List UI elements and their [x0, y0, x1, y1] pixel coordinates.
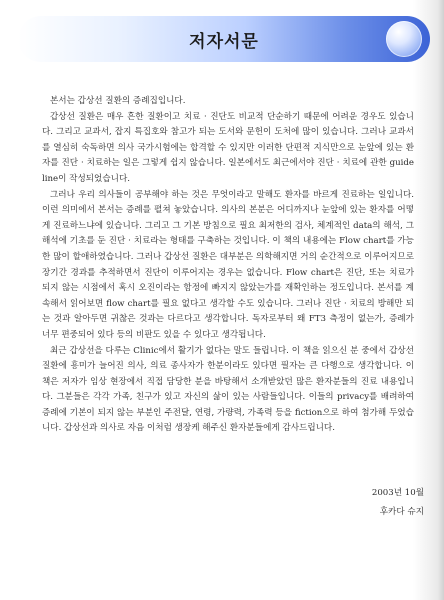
- page-title: 저자서문: [189, 31, 259, 52]
- page-edge-shadow: [438, 0, 444, 600]
- paragraph-acknowledgement: 최근 갑상선을 다루는 Clinic에서 활기가 없다는 말도 들립니다. 이 책을 읽으신 분 중에서 갑상선 질환에 흥미가 늘어진 의사, 의료 종사자가 한분이라도 있다면 필자는 큰 다행으로 생각합니다. 이 책은 저자가 임상 현장에서 직접 담당한 분을 바탕해서 소개받았던 많은 환자분들의 진료 내용입니다. 그분들은 각각 가족, 친구가 있고 자신의 삶이 있는 사람들입니다. 이들의 privacy를 배려하여 증례에 기본이 되지 않는 부분인 주전달, 연령, 가량력, 가족력 등을 fiction으로 하여 첨가해 두었습니다. 갑상선과 의사로 자음 이처럼 생장케 해주신 환자분들에게 감사드립니다.: [42, 345, 414, 434]
- paragraph-intro: 본서는 갑상선 질환의 증례집입니다.: [50, 96, 186, 106]
- paragraph-thyroid-overview: 갑상선 질환은 매우 흔한 질환이고 치료 · 진단도 비교적 단순하기 때문에 어려운 경우도 있습니다. 그리고 교과서, 잡지 특집호와 참고가 되는 도서와 문헌이 도처에 많이 있습니다. 그러나 교과서를 열심히 숙독하면 의사 국가시험에는 합격할 수 있지만 이러한 단편적 지식만으로 눈앞에 있는 환자를 진단 · 치료하는 일은 그렇게 쉽지 않습니다. 일본에서도 최근에서야 진단 · 치료에 관한 guide line이 작성되었습니다.: [42, 111, 414, 184]
- paragraph-clinical-approach: 그러나 우리 의사들이 공부해야 하는 것은 무엇이라고 말해도 환자를 바르게 진료하는 일입니다. 이런 의미에서 본서는 증례를 펼쳐 놓았습니다. 의사의 본분은 어디까지나 눈앞에 있는 환자를 어떻게 진료하느냐에 있습니다. 그리고 그 기본 방침으로 필요 최저한의 검사, 체계적인 data의 해석, 그 해석에 기초를 둔 진단 · 치료라는 형태를 구축하는 것입니다. 이 책의 내용에는 Flow chart를 가능한 많이 할애하였습니다. 그러나 갑상선 질환은 대부분은 의학해지면 거의 순간적으로 이루어지므로 장기간 경과를 추적하면서 진단이 이루어지는 경우는 없습니다. Flow chart은 진단, 또는 치료가 되지 않는 시점에서 혹시 오진이라는 함정에 빠지지 않았는가를 재확인하는 정도입니다. 본서를 계속해서 읽어보면 flow chart를 필요 없다고 생각할 수도 있습니다. 그러나 진단 · 치료의 방해만 되는 것과 알아두면 귀찮은 것과는 다르다고 생각합니다. 독자로부터 왜 FT3 측정이 없는가, 증례가 너무 편중되어 있다 등의 비판도 있을 수 있다고 생각됩니다.: [42, 189, 414, 340]
- signature-date: 2003년 10월: [371, 488, 424, 498]
- title-banner: [18, 16, 430, 62]
- circle-ornament-icon: [386, 21, 422, 57]
- signature-author: 후카다 슈지: [379, 507, 424, 517]
- preface-body: [42, 94, 414, 437]
